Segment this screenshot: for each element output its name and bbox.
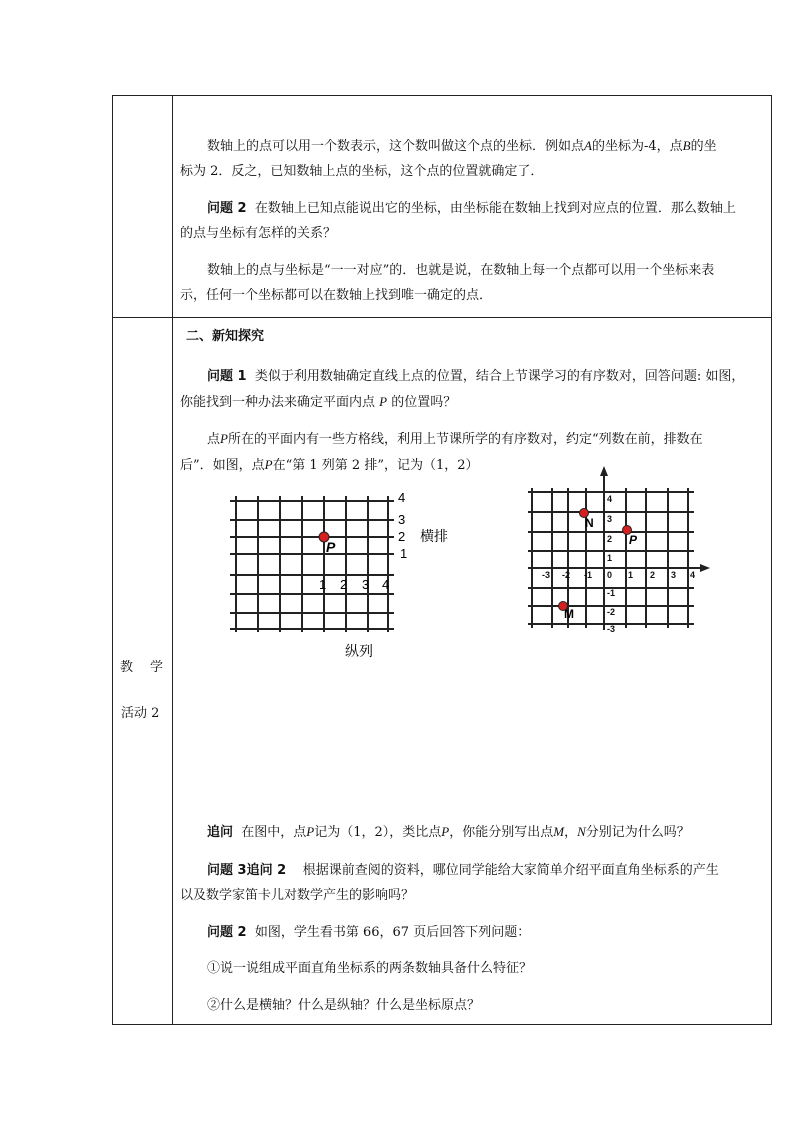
y-tick-label: -3 xyxy=(607,624,616,634)
x-tick-label: -1 xyxy=(584,570,593,580)
x-tick-label: -2 xyxy=(562,570,571,580)
grid-lines xyxy=(230,496,394,632)
row-number: 2 xyxy=(398,529,406,544)
y-axis-arrow-icon xyxy=(600,466,608,476)
question-3-paragraph: 问题 3追问 2 根据课前查阅的资料，哪位同学能给大家简单介绍平面直角坐标系的产生 以及数学家笛卡儿对数学产生的影响吗？ xyxy=(180,863,719,903)
point-n-label: N xyxy=(585,516,594,530)
question-2b-paragraph: 问题 2 如图，学生看书第 66，67 页后回答下列问题： xyxy=(207,925,531,940)
x-tick-label: 2 xyxy=(650,570,656,580)
answer-paragraph: 数轴上的点与坐标是“一一对应”的．也就是说，在数轴上每一个点都可以用一个坐标来表 示，任何一个坐标都可以在数轴上找到唯一确定的点． xyxy=(180,263,715,303)
list-item-1: ①说一说组成平面直角坐标系的两条数轴具备什么特征？ xyxy=(207,961,533,976)
x-axis-arrow-icon xyxy=(700,564,710,572)
row-number: 1 xyxy=(400,546,408,561)
y-tick-label: 2 xyxy=(607,534,613,544)
point-m-label: M xyxy=(564,607,574,621)
column-divider xyxy=(172,95,173,1025)
y-tick-label: 4 xyxy=(607,494,613,504)
question-label: 问题 3追问 2 xyxy=(207,863,287,878)
row-divider xyxy=(112,317,772,318)
column-number: 1 xyxy=(319,577,327,592)
left-label-xue: 学 xyxy=(150,660,164,675)
row-number: 4 xyxy=(398,490,406,505)
list-item-2: ②什么是横轴？什么是纵轴？什么是坐标原点？ xyxy=(207,998,481,1013)
x-tick-label: 1 xyxy=(628,570,634,580)
point-p-label: P xyxy=(326,539,336,555)
column-number: 4 xyxy=(382,577,390,592)
left-label-jiao: 教 xyxy=(120,660,134,675)
x-tick-label: 0 xyxy=(607,570,613,580)
follow-up-paragraph: 追问 在图中，点P记为（1，2），类比点P，你能分别写出点M，N分别记为什么吗？ xyxy=(207,824,690,840)
column-number: 2 xyxy=(340,577,348,592)
point-p-label: P xyxy=(629,533,638,547)
left-label-activity: 活动 2 xyxy=(121,706,160,721)
question-1-paragraph: 问题 1 类似于利用数轴确定直线上点的位置，结合上节课学习的有序数对，回答问题: 如图， 你能找到一种办法来确定平面内点 P 的位置吗？ xyxy=(180,369,745,410)
question-2-paragraph: 问题 2 在数轴上已知点能说出它的坐标，由坐标能在数轴上找到对应点的位置．那么数轴上 的点与坐标有怎样的关系？ xyxy=(180,201,736,241)
row-number: 3 xyxy=(398,512,406,527)
question-label: 问题 1 xyxy=(207,369,247,384)
y-tick-label: -2 xyxy=(607,607,616,617)
x-tick-label: 4 xyxy=(690,570,696,580)
follow-up-label: 追问 xyxy=(207,825,234,840)
row-caption: 横排 xyxy=(420,528,448,544)
coordinate-paragraph: 数轴上的点可以用一个数表示，这个数叫做这个点的坐标．例如点A的坐标为-4，点B的坐 标为 2．反之，已知数轴上点的坐标，这个点的位置就确定了． xyxy=(180,138,717,179)
grid-figure-left xyxy=(228,486,468,661)
x-tick-label: 3 xyxy=(671,570,677,580)
column-number: 3 xyxy=(362,577,370,592)
grid-explanation-paragraph: 点P所在的平面内有一些方格线，利用上节课所学的有序数对，约定“列数在前，排数在 后”．如图，点P在“第 1 列第 2 排”，记为（1，2） xyxy=(180,431,703,473)
question-label: 问题 2 xyxy=(207,201,247,216)
question-label: 问题 2 xyxy=(207,925,247,940)
x-tick-label: -3 xyxy=(542,570,551,580)
coordinate-plane-figure xyxy=(528,464,713,636)
y-tick-label: 1 xyxy=(607,553,613,563)
column-caption: 纵列 xyxy=(345,643,373,659)
section-title: 二、新知探究 xyxy=(186,329,265,344)
y-tick-label: -1 xyxy=(607,588,616,598)
y-tick-label: 3 xyxy=(607,514,613,524)
